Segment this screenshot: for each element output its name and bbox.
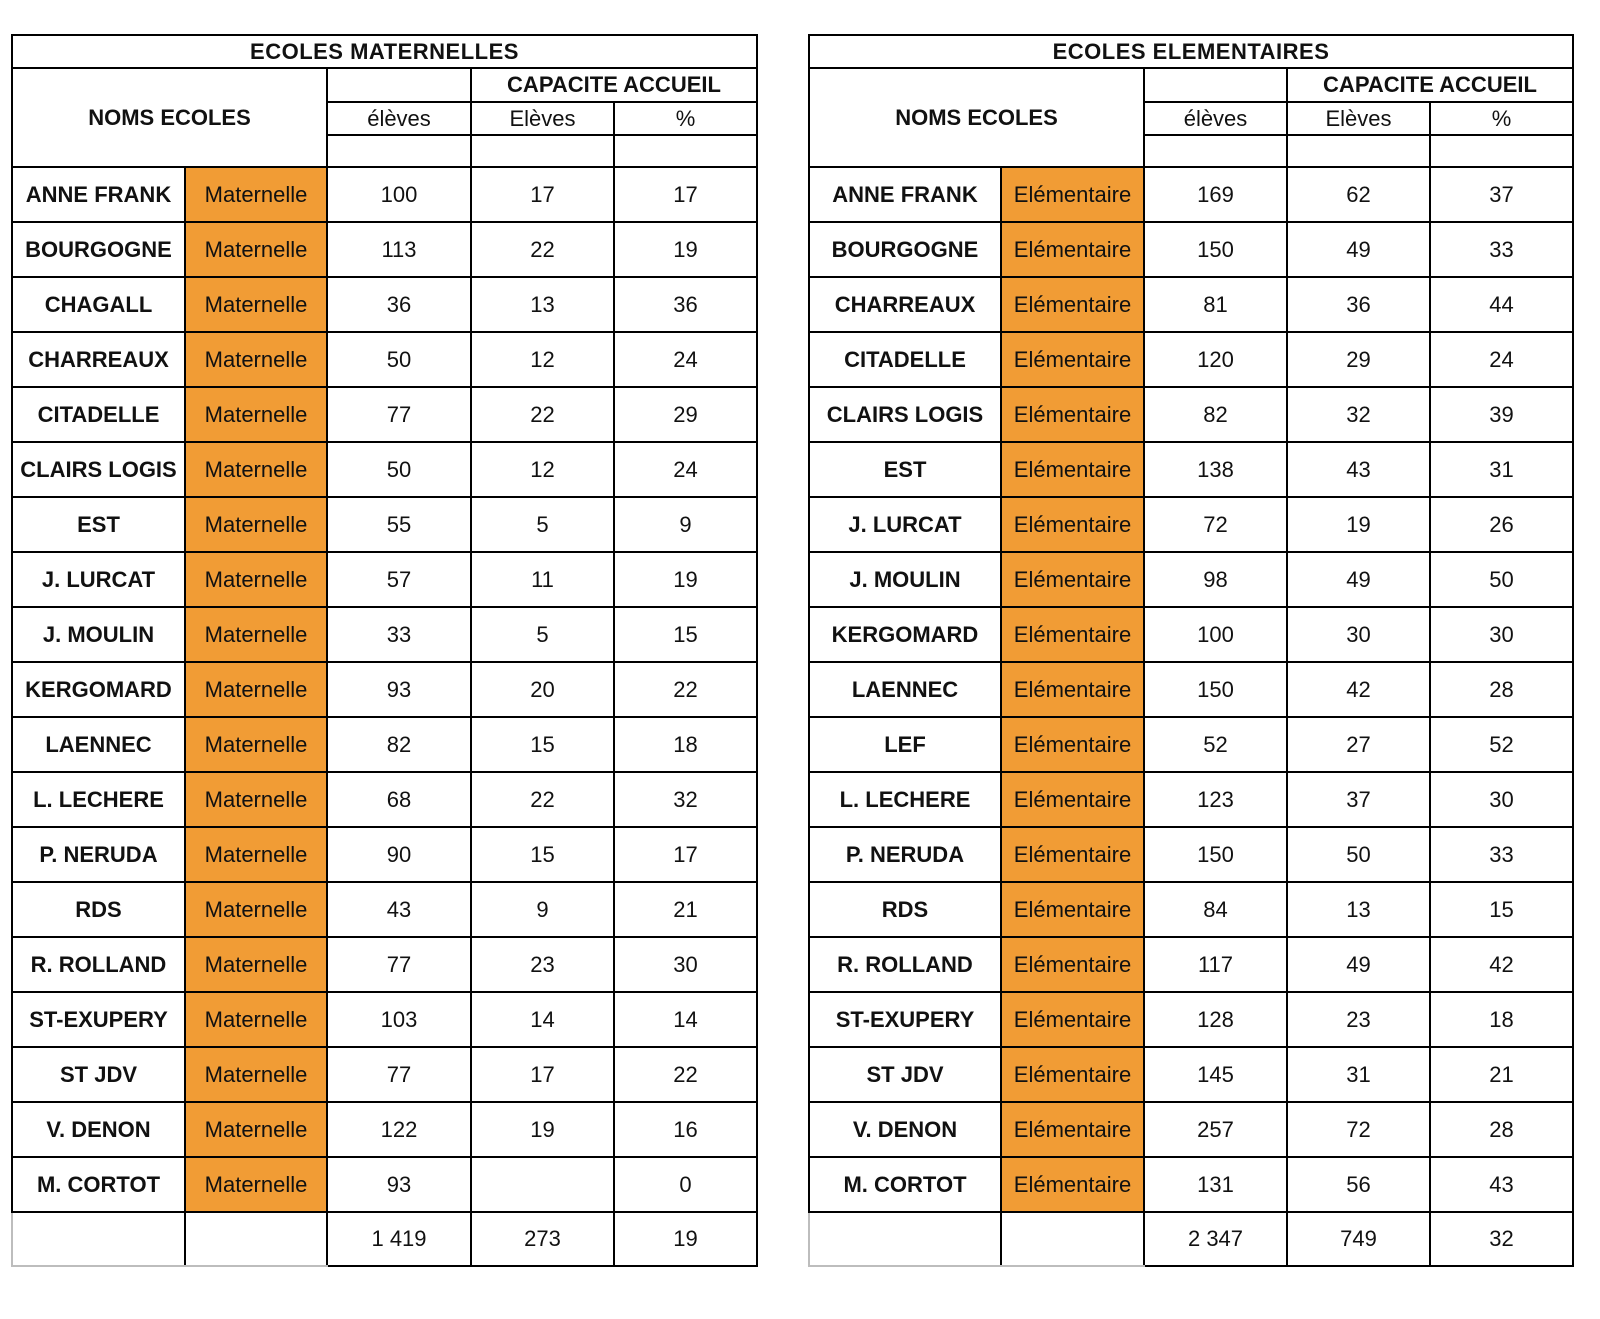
percent-cell: 31 (1430, 442, 1573, 497)
school-type-cell: Elémentaire (1001, 332, 1144, 387)
table-row (809, 552, 1573, 607)
capacite-cell: 29 (1287, 332, 1430, 387)
school-type-cell: Maternelle (185, 387, 327, 442)
eleves-cell: 82 (1144, 387, 1287, 442)
percent-cell: 30 (614, 937, 757, 992)
total-empty-cell (1001, 1212, 1144, 1266)
eleves-cell: 120 (1144, 332, 1287, 387)
table-row (12, 332, 757, 387)
school-name-cell: V. DENON (12, 1102, 185, 1157)
percent-cell: 50 (1430, 552, 1573, 607)
school-type-cell: Elémentaire (1001, 1047, 1144, 1102)
maternelles-table (11, 34, 758, 1267)
school-name-cell: J. MOULIN (12, 607, 185, 662)
header-blank (327, 68, 471, 102)
eleves-cell: 43 (327, 882, 471, 937)
percent-cell: 32 (614, 772, 757, 827)
capacite-cell: 12 (471, 332, 614, 387)
eleves-cell: 128 (1144, 992, 1287, 1047)
capacite-cell: 17 (471, 1047, 614, 1102)
eleves-cell: 82 (327, 717, 471, 772)
school-type-cell: Elémentaire (1001, 882, 1144, 937)
school-name-cell: R. ROLLAND (12, 937, 185, 992)
percent-cell: 42 (1430, 937, 1573, 992)
school-type-cell: Maternelle (185, 1102, 327, 1157)
table-row (12, 992, 757, 1047)
school-name-cell: L. LECHERE (12, 772, 185, 827)
school-type-cell: Elémentaire (1001, 277, 1144, 332)
capacite-cell: 50 (1287, 827, 1430, 882)
percent-cell: 18 (614, 717, 757, 772)
school-type-cell: Elémentaire (1001, 937, 1144, 992)
header-spacer (327, 135, 471, 167)
total-eleves: 2 347 (1144, 1212, 1287, 1266)
school-type-cell: Elémentaire (1001, 497, 1144, 552)
school-name-cell: CHAGALL (12, 277, 185, 332)
school-name-cell: ST JDV (12, 1047, 185, 1102)
capacite-cell: 27 (1287, 717, 1430, 772)
school-name-cell: ST-EXUPERY (12, 992, 185, 1047)
capacite-cell: 5 (471, 497, 614, 552)
school-type-cell: Maternelle (185, 772, 327, 827)
table-row (12, 497, 757, 552)
percent-cell: 15 (614, 607, 757, 662)
school-name-cell: M. CORTOT (12, 1157, 185, 1212)
col-percent-header: % (1430, 102, 1573, 135)
eleves-cell: 33 (327, 607, 471, 662)
percent-cell: 21 (614, 882, 757, 937)
eleves-cell: 93 (327, 662, 471, 717)
school-name-cell: CLAIRS LOGIS (12, 442, 185, 497)
header-spacer (1144, 135, 1287, 167)
percent-cell: 28 (1430, 1102, 1573, 1157)
percent-cell: 21 (1430, 1047, 1573, 1102)
header-spacer (614, 135, 757, 167)
capacite-cell: 13 (471, 277, 614, 332)
capacite-cell: 49 (1287, 222, 1430, 277)
header-spacer (471, 135, 614, 167)
table-row (809, 497, 1573, 552)
percent-cell: 19 (614, 552, 757, 607)
table-row (12, 1102, 757, 1157)
eleves-cell: 93 (327, 1157, 471, 1212)
school-name-cell: CITADELLE (809, 332, 1001, 387)
capacite-cell: 36 (1287, 277, 1430, 332)
percent-cell: 17 (614, 827, 757, 882)
capacite-cell: 22 (471, 772, 614, 827)
school-name-cell: ST JDV (809, 1047, 1001, 1102)
capacite-cell: 20 (471, 662, 614, 717)
table-row (12, 277, 757, 332)
eleves-cell: 123 (1144, 772, 1287, 827)
school-type-cell: Maternelle (185, 552, 327, 607)
school-name-cell: P. NERUDA (809, 827, 1001, 882)
header-spacer (1430, 135, 1573, 167)
school-name-cell: BOURGOGNE (809, 222, 1001, 277)
capacite-cell: 37 (1287, 772, 1430, 827)
percent-cell: 14 (614, 992, 757, 1047)
table-row (12, 882, 757, 937)
table-row (12, 1047, 757, 1102)
capacite-cell: 42 (1287, 662, 1430, 717)
eleves-cell: 150 (1144, 662, 1287, 717)
capacite-cell: 5 (471, 607, 614, 662)
capacite-cell: 62 (1287, 167, 1430, 222)
percent-cell: 36 (614, 277, 757, 332)
capacite-cell: 32 (1287, 387, 1430, 442)
percent-cell: 24 (614, 442, 757, 497)
total-row (12, 1212, 757, 1266)
eleves-cell: 150 (1144, 222, 1287, 277)
total-capacite: 749 (1287, 1212, 1430, 1266)
capacite-cell: 11 (471, 552, 614, 607)
school-type-cell: Maternelle (185, 827, 327, 882)
capacite-cell: 15 (471, 827, 614, 882)
school-type-cell: Elémentaire (1001, 442, 1144, 497)
table-row (809, 882, 1573, 937)
school-type-cell: Maternelle (185, 607, 327, 662)
school-name-cell: ANNE FRANK (809, 167, 1001, 222)
table-row (809, 772, 1573, 827)
eleves-cell: 122 (327, 1102, 471, 1157)
capacite-cell: 9 (471, 882, 614, 937)
table-row (809, 1157, 1573, 1212)
col-eleves-header: élèves (327, 102, 471, 135)
percent-cell: 39 (1430, 387, 1573, 442)
capacite-cell: 17 (471, 167, 614, 222)
total-eleves: 1 419 (327, 1212, 471, 1266)
maternelles-rows (12, 167, 757, 1212)
table-row (12, 552, 757, 607)
school-type-cell: Elémentaire (1001, 607, 1144, 662)
capacite-cell: 30 (1287, 607, 1430, 662)
table-row (809, 662, 1573, 717)
table-row (809, 222, 1573, 277)
percent-cell: 33 (1430, 827, 1573, 882)
eleves-cell: 52 (1144, 717, 1287, 772)
school-type-cell: Maternelle (185, 277, 327, 332)
school-type-cell: Maternelle (185, 882, 327, 937)
eleves-cell: 145 (1144, 1047, 1287, 1102)
eleves-cell: 90 (327, 827, 471, 882)
table-row (12, 937, 757, 992)
percent-cell: 43 (1430, 1157, 1573, 1212)
total-percent: 32 (1430, 1212, 1573, 1266)
school-name-cell: L. LECHERE (809, 772, 1001, 827)
table-row (12, 662, 757, 717)
school-type-cell: Elémentaire (1001, 1157, 1144, 1212)
maternelles-title: ECOLES MATERNELLES (12, 35, 757, 68)
percent-cell: 33 (1430, 222, 1573, 277)
table-row (12, 827, 757, 882)
percent-cell: 16 (614, 1102, 757, 1157)
eleves-cell: 57 (327, 552, 471, 607)
school-type-cell: Elémentaire (1001, 772, 1144, 827)
table-row (12, 387, 757, 442)
total-empty-cell (185, 1212, 327, 1266)
school-name-cell: ST-EXUPERY (809, 992, 1001, 1047)
table-row (809, 1102, 1573, 1157)
eleves-cell: 55 (327, 497, 471, 552)
school-type-cell: Elémentaire (1001, 992, 1144, 1047)
school-type-cell: Elémentaire (1001, 552, 1144, 607)
elementaires-rows (809, 167, 1573, 1212)
percent-cell: 28 (1430, 662, 1573, 717)
eleves-cell: 77 (327, 1047, 471, 1102)
school-name-cell: EST (809, 442, 1001, 497)
percent-cell: 29 (614, 387, 757, 442)
capacite-cell: 56 (1287, 1157, 1430, 1212)
table-row (809, 167, 1573, 222)
table-row (809, 277, 1573, 332)
school-name-cell: J. MOULIN (809, 552, 1001, 607)
percent-cell: 26 (1430, 497, 1573, 552)
school-name-cell: LAENNEC (12, 717, 185, 772)
capacite-cell: 15 (471, 717, 614, 772)
percent-cell: 24 (614, 332, 757, 387)
percent-cell: 18 (1430, 992, 1573, 1047)
percent-cell: 19 (614, 222, 757, 277)
capacite-cell (471, 1157, 614, 1212)
school-name-cell: R. ROLLAND (809, 937, 1001, 992)
table-row (12, 772, 757, 827)
eleves-cell: 68 (327, 772, 471, 827)
eleves-cell: 113 (327, 222, 471, 277)
school-name-cell: EST (12, 497, 185, 552)
table-row (809, 387, 1573, 442)
eleves-cell: 98 (1144, 552, 1287, 607)
total-empty-cell (12, 1212, 185, 1266)
eleves-cell: 131 (1144, 1157, 1287, 1212)
school-name-cell: CITADELLE (12, 387, 185, 442)
school-type-cell: Maternelle (185, 442, 327, 497)
eleves-cell: 150 (1144, 827, 1287, 882)
eleves-cell: 103 (327, 992, 471, 1047)
table-row (809, 992, 1573, 1047)
school-name-cell: CLAIRS LOGIS (809, 387, 1001, 442)
eleves-cell: 169 (1144, 167, 1287, 222)
table-row (809, 442, 1573, 497)
school-name-cell: KERGOMARD (809, 607, 1001, 662)
table-row (809, 607, 1573, 662)
school-type-cell: Maternelle (185, 937, 327, 992)
noms-ecoles-header: NOMS ECOLES (809, 68, 1144, 167)
school-name-cell: LAENNEC (809, 662, 1001, 717)
capacite-cell: 14 (471, 992, 614, 1047)
capacite-cell: 13 (1287, 882, 1430, 937)
eleves-cell: 117 (1144, 937, 1287, 992)
school-name-cell: V. DENON (809, 1102, 1001, 1157)
table-row (809, 827, 1573, 882)
capacite-cell: 49 (1287, 937, 1430, 992)
col-capacite-eleves-header: Elèves (471, 102, 614, 135)
school-name-cell: J. LURCAT (12, 552, 185, 607)
table-row (12, 442, 757, 497)
capacite-cell: 43 (1287, 442, 1430, 497)
total-capacite: 273 (471, 1212, 614, 1266)
school-type-cell: Maternelle (185, 662, 327, 717)
elementaires-title: ECOLES ELEMENTAIRES (809, 35, 1573, 68)
percent-cell: 30 (1430, 607, 1573, 662)
elementaires-table (808, 34, 1574, 1267)
school-type-cell: Elémentaire (1001, 827, 1144, 882)
school-type-cell: Maternelle (185, 1047, 327, 1102)
school-name-cell: LEF (809, 717, 1001, 772)
school-type-cell: Maternelle (185, 222, 327, 277)
percent-cell: 9 (614, 497, 757, 552)
capacite-accueil-header: CAPACITE ACCUEIL (1287, 68, 1573, 102)
eleves-cell: 138 (1144, 442, 1287, 497)
percent-cell: 44 (1430, 277, 1573, 332)
eleves-cell: 81 (1144, 277, 1287, 332)
percent-cell: 24 (1430, 332, 1573, 387)
school-type-cell: Elémentaire (1001, 167, 1144, 222)
capacite-cell: 19 (1287, 497, 1430, 552)
school-type-cell: Maternelle (185, 717, 327, 772)
school-type-cell: Maternelle (185, 1157, 327, 1212)
school-name-cell: J. LURCAT (809, 497, 1001, 552)
capacite-cell: 19 (471, 1102, 614, 1157)
capacite-cell: 22 (471, 387, 614, 442)
capacite-cell: 22 (471, 222, 614, 277)
capacite-cell: 23 (471, 937, 614, 992)
eleves-cell: 84 (1144, 882, 1287, 937)
eleves-cell: 77 (327, 387, 471, 442)
table-row (809, 717, 1573, 772)
noms-ecoles-header: NOMS ECOLES (12, 68, 327, 167)
percent-cell: 22 (614, 662, 757, 717)
school-type-cell: Maternelle (185, 167, 327, 222)
eleves-cell: 72 (1144, 497, 1287, 552)
total-row (809, 1212, 1573, 1266)
percent-cell: 30 (1430, 772, 1573, 827)
school-type-cell: Elémentaire (1001, 1102, 1144, 1157)
eleves-cell: 100 (327, 167, 471, 222)
school-type-cell: Elémentaire (1001, 717, 1144, 772)
header-blank (1144, 68, 1287, 102)
school-name-cell: KERGOMARD (12, 662, 185, 717)
eleves-cell: 77 (327, 937, 471, 992)
table-row (12, 717, 757, 772)
capacite-cell: 49 (1287, 552, 1430, 607)
school-type-cell: Maternelle (185, 497, 327, 552)
col-percent-header: % (614, 102, 757, 135)
percent-cell: 15 (1430, 882, 1573, 937)
eleves-cell: 100 (1144, 607, 1287, 662)
percent-cell: 52 (1430, 717, 1573, 772)
table-row (12, 1157, 757, 1212)
header-spacer (1287, 135, 1430, 167)
eleves-cell: 36 (327, 277, 471, 332)
capacite-cell: 23 (1287, 992, 1430, 1047)
school-type-cell: Elémentaire (1001, 662, 1144, 717)
capacite-cell: 31 (1287, 1047, 1430, 1102)
total-percent: 19 (614, 1212, 757, 1266)
percent-cell: 0 (614, 1157, 757, 1212)
school-type-cell: Elémentaire (1001, 222, 1144, 277)
col-capacite-eleves-header: Elèves (1287, 102, 1430, 135)
table-row (12, 167, 757, 222)
school-name-cell: RDS (12, 882, 185, 937)
col-eleves-header: élèves (1144, 102, 1287, 135)
table-row (809, 1047, 1573, 1102)
school-name-cell: CHARREAUX (12, 332, 185, 387)
table-row (809, 332, 1573, 387)
table-row (809, 937, 1573, 992)
total-empty-cell (809, 1212, 1001, 1266)
eleves-cell: 50 (327, 442, 471, 497)
capacite-cell: 72 (1287, 1102, 1430, 1157)
school-type-cell: Maternelle (185, 332, 327, 387)
eleves-cell: 50 (327, 332, 471, 387)
capacite-cell: 12 (471, 442, 614, 497)
percent-cell: 22 (614, 1047, 757, 1102)
table-row (12, 222, 757, 277)
school-name-cell: BOURGOGNE (12, 222, 185, 277)
capacite-accueil-header: CAPACITE ACCUEIL (471, 68, 757, 102)
table-row (12, 607, 757, 662)
school-name-cell: P. NERUDA (12, 827, 185, 882)
school-type-cell: Elémentaire (1001, 387, 1144, 442)
school-type-cell: Maternelle (185, 992, 327, 1047)
school-name-cell: ANNE FRANK (12, 167, 185, 222)
school-name-cell: RDS (809, 882, 1001, 937)
school-name-cell: CHARREAUX (809, 277, 1001, 332)
school-name-cell: M. CORTOT (809, 1157, 1001, 1212)
percent-cell: 17 (614, 167, 757, 222)
percent-cell: 37 (1430, 167, 1573, 222)
eleves-cell: 257 (1144, 1102, 1287, 1157)
